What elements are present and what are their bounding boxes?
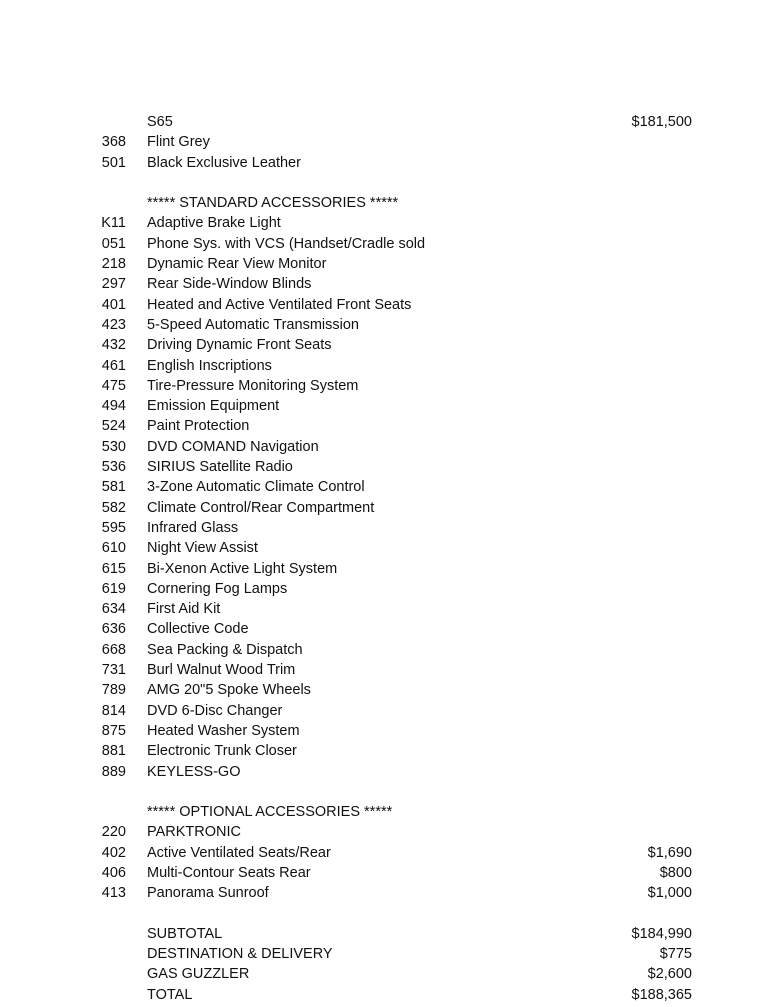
option-code: 406 <box>101 864 126 881</box>
line-item <box>0 640 778 660</box>
total-row <box>0 944 778 964</box>
item-description: SIRIUS Satellite Radio <box>147 459 293 476</box>
item-description: Phone Sys. with VCS (Handset/Cradle sold <box>147 235 426 252</box>
option-code: K11 <box>101 215 126 232</box>
line-item <box>0 498 778 518</box>
item-description: Flint Grey <box>147 134 210 151</box>
item-description: Adaptive Brake Light <box>147 215 281 232</box>
line-item <box>0 559 778 579</box>
option-code: 461 <box>101 357 126 374</box>
attributes-list <box>0 132 778 173</box>
line-item <box>0 457 778 477</box>
price-sheet <box>0 112 778 1005</box>
option-code: 536 <box>101 459 126 476</box>
line-item <box>0 579 778 599</box>
line-item <box>0 518 778 538</box>
item-description: 5-Speed Automatic Transmission <box>147 316 359 333</box>
line-item <box>0 254 778 274</box>
total-row <box>0 924 778 944</box>
total-row <box>0 964 778 984</box>
section-heading: ***** STANDARD ACCESSORIES ***** <box>147 195 399 212</box>
line-item <box>0 863 778 883</box>
item-description: Heated and Active Ventilated Front Seats <box>147 296 412 313</box>
item-description: Black Exclusive Leather <box>147 154 301 171</box>
option-code: 789 <box>101 682 126 699</box>
option-code: 595 <box>101 519 126 536</box>
option-code: 530 <box>101 438 126 455</box>
model-name: S65 <box>147 114 173 130</box>
option-code: 615 <box>101 560 126 577</box>
line-item <box>0 701 778 721</box>
line-item <box>0 843 778 863</box>
line-item <box>0 132 778 152</box>
item-description: Sea Packing & Dispatch <box>147 641 303 658</box>
item-description: Multi-Contour Seats Rear <box>147 864 311 881</box>
option-code: 634 <box>101 601 126 618</box>
item-description: Panorama Sunroof <box>147 885 269 902</box>
option-code: 401 <box>101 296 126 313</box>
line-item <box>0 295 778 315</box>
item-description: KEYLESS-GO <box>147 763 241 780</box>
line-item <box>0 619 778 639</box>
line-item <box>0 153 778 173</box>
line-item <box>0 762 778 782</box>
item-description: Infrared Glass <box>147 519 239 536</box>
total-row <box>0 985 778 1005</box>
item-price: $775 <box>659 946 692 963</box>
optional-accessories-heading <box>0 802 778 822</box>
line-item <box>0 822 778 842</box>
item-description: Emission Equipment <box>147 398 280 415</box>
option-code: 610 <box>101 540 126 557</box>
line-item <box>0 213 778 233</box>
option-code: 881 <box>101 743 126 760</box>
option-code: 413 <box>101 885 126 902</box>
item-description: Electronic Trunk Closer <box>147 743 297 760</box>
item-description: DVD COMAND Navigation <box>147 438 319 455</box>
item-description: Driving Dynamic Front Seats <box>147 337 332 354</box>
item-description: English Inscriptions <box>147 357 272 374</box>
item-description: Dynamic Rear View Monitor <box>147 256 327 273</box>
item-price: $184,990 <box>631 925 692 942</box>
option-code: 731 <box>101 662 126 679</box>
line-item <box>0 741 778 761</box>
item-description: Tire-Pressure Monitoring System <box>147 377 359 394</box>
line-item <box>0 721 778 741</box>
optional-accessories-list <box>0 822 778 903</box>
item-description: GAS GUZZLER <box>147 966 250 983</box>
item-description: DESTINATION & DELIVERY <box>147 946 333 963</box>
option-code: 636 <box>101 621 126 638</box>
option-code: 875 <box>101 722 126 739</box>
line-item <box>0 660 778 680</box>
option-code: 814 <box>101 702 126 719</box>
totals-list <box>0 924 778 1005</box>
line-item <box>0 234 778 254</box>
option-code: 524 <box>101 418 126 435</box>
standard-accessories-heading <box>0 193 778 213</box>
item-price: $1,690 <box>647 844 692 861</box>
option-code: 218 <box>101 256 126 273</box>
line-item <box>0 376 778 396</box>
standard-accessories-list <box>0 213 778 781</box>
item-description: DVD 6-Disc Changer <box>147 702 283 719</box>
option-code: 668 <box>101 641 126 658</box>
item-description: PARKTRONIC <box>147 824 241 841</box>
item-description: AMG 20"5 Spoke Wheels <box>147 682 311 699</box>
item-price: $188,365 <box>631 986 692 1003</box>
line-item <box>0 883 778 903</box>
option-code: 432 <box>101 337 126 354</box>
option-code: 402 <box>101 844 126 861</box>
item-description: Active Ventilated Seats/Rear <box>147 844 331 861</box>
option-code: 220 <box>101 824 126 841</box>
section-heading: ***** OPTIONAL ACCESSORIES ***** <box>147 804 393 821</box>
item-description: First Aid Kit <box>147 601 221 618</box>
line-item <box>0 538 778 558</box>
option-code: 619 <box>101 580 126 597</box>
item-description: Cornering Fog Lamps <box>147 580 288 597</box>
option-code: 501 <box>101 154 126 171</box>
item-description: Climate Control/Rear Compartment <box>147 499 375 516</box>
item-description: Paint Protection <box>147 418 250 435</box>
item-description: 3-Zone Automatic Climate Control <box>147 479 365 496</box>
line-item <box>0 274 778 294</box>
option-code: 051 <box>101 235 126 252</box>
line-item <box>0 335 778 355</box>
option-code: 368 <box>101 134 126 151</box>
spacer <box>0 782 778 802</box>
line-item <box>0 356 778 376</box>
spacer <box>0 904 778 924</box>
item-price: $1,000 <box>647 885 692 902</box>
item-description: Rear Side-Window Blinds <box>147 276 312 293</box>
option-code: 475 <box>101 377 126 394</box>
item-description: Bi-Xenon Active Light System <box>147 560 338 577</box>
item-description: TOTAL <box>147 986 193 1003</box>
model-row <box>0 112 778 132</box>
line-item <box>0 599 778 619</box>
option-code: 297 <box>101 276 126 293</box>
option-code: 889 <box>101 763 126 780</box>
line-item <box>0 680 778 700</box>
line-item <box>0 315 778 335</box>
item-price: $800 <box>659 864 692 881</box>
line-item <box>0 437 778 457</box>
item-description: Burl Walnut Wood Trim <box>147 662 296 679</box>
line-item <box>0 396 778 416</box>
base-price: $181,500 <box>631 114 692 130</box>
item-description: Collective Code <box>147 621 249 638</box>
option-code: 494 <box>101 398 126 415</box>
line-item <box>0 477 778 497</box>
line-item <box>0 416 778 436</box>
option-code: 423 <box>101 316 126 333</box>
option-code: 582 <box>101 499 126 516</box>
item-price: $2,600 <box>647 966 692 983</box>
item-description: SUBTOTAL <box>147 925 223 942</box>
item-description: Heated Washer System <box>147 722 300 739</box>
item-description: Night View Assist <box>147 540 258 557</box>
spacer <box>0 173 778 193</box>
option-code: 581 <box>101 479 126 496</box>
